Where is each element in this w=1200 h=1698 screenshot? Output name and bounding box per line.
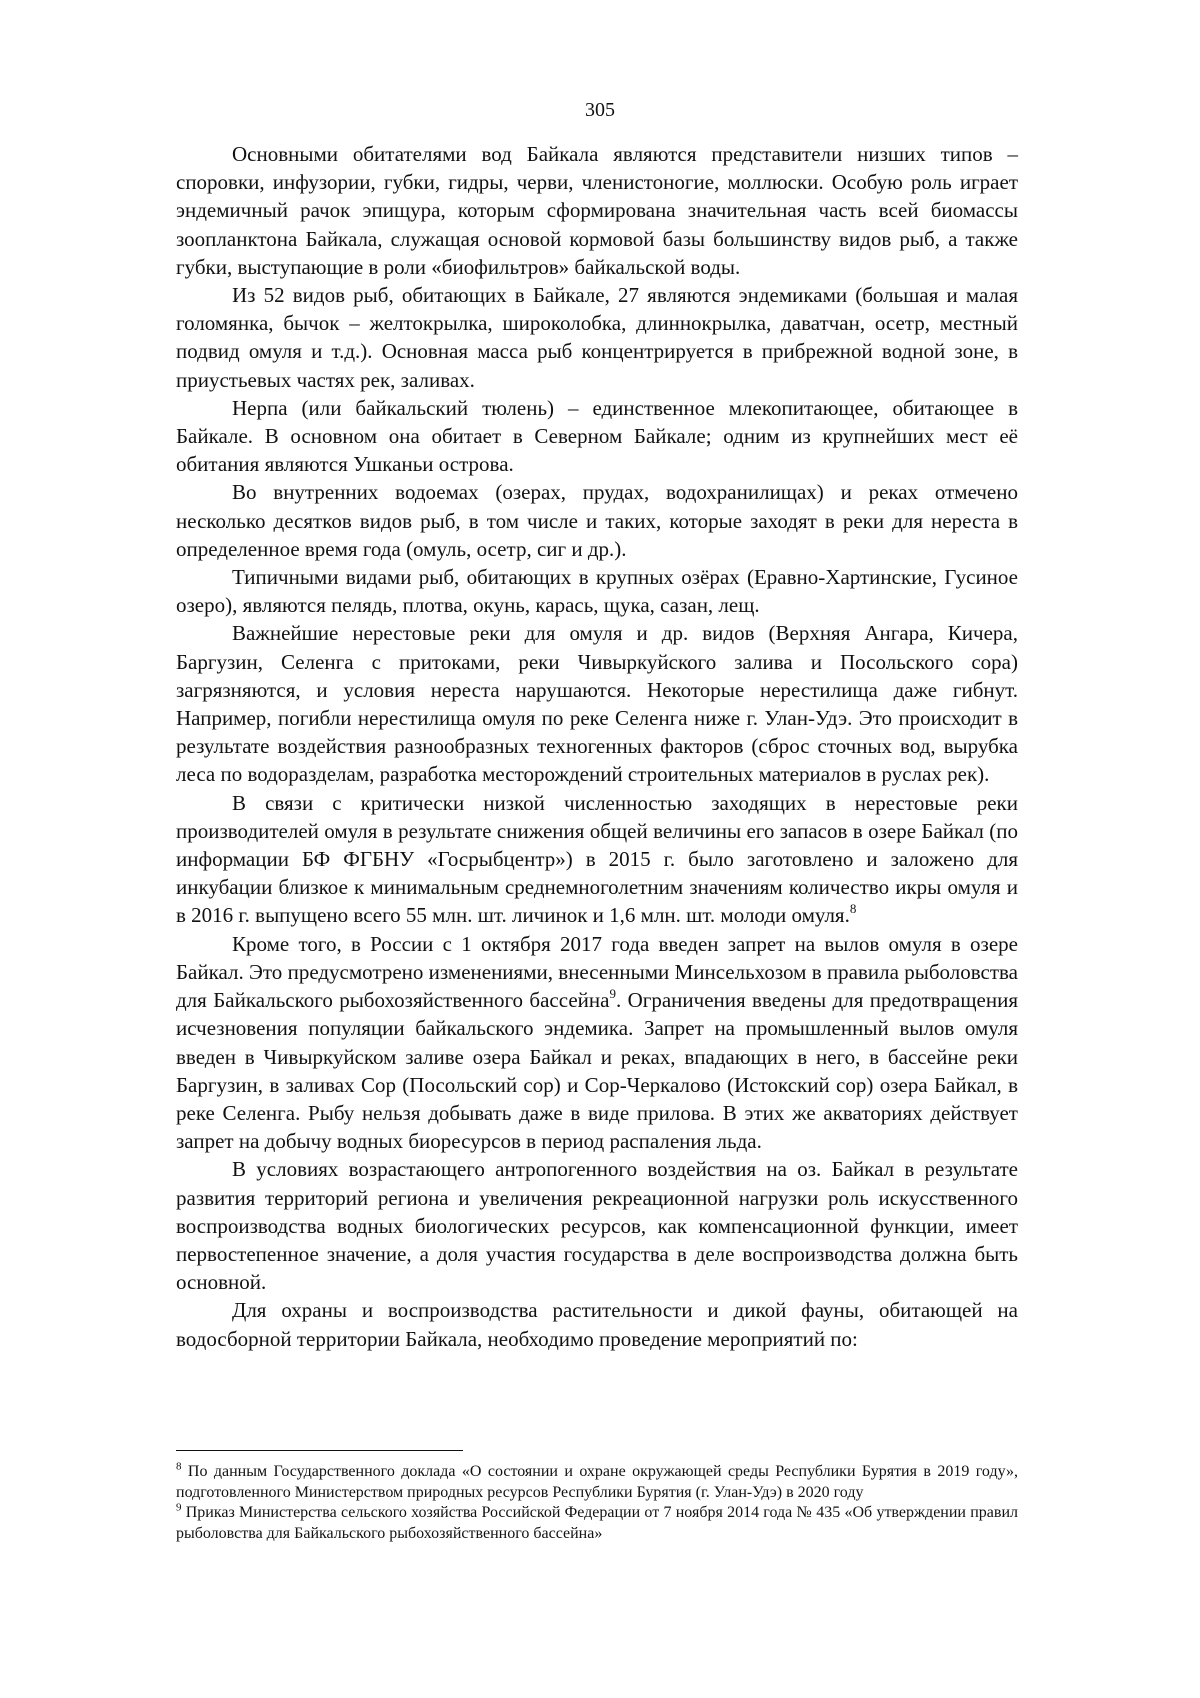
paragraph-nerpa: Нерпа (или байкальский тюлень) – единственное млекопитающее, обитающее в Байкале. В основном она обитает в Северном Байкале; одним из крупнейших мест её обитания являются Ушканьи острова. bbox=[176, 395, 1018, 477]
paragraph-spawning-rivers: Важнейшие нерестовые реки для омуля и др. видов (Верхняя Ангара, Кичера, Баргузин, Селенга с притоками, реки Чивыркуйского залива и Посольского сора) загрязняются, и условия нереста нарушаются. Некоторые нерестилища даже гибнут. Например, погибли нерестилища омуля по реке Селенга ниже г. Улан-Удэ. Это происходит в результате воздействия разнообразных техногенных факторов (сброс сточных вод, вырубка леса по водоразделам, разработка месторождений строительных материалов в руслах рек). bbox=[176, 621, 1018, 787]
paragraph-inland-waters: Во внутренних водоемах (озерах, прудах, водохранилищах) и реках отмечено несколько десятков видов рыб, в том числе и таких, которые заходят в реки для нереста в определенное время года (омуль, осетр, сиг и др.). bbox=[176, 480, 1018, 561]
footnote-number: 8 bbox=[176, 1460, 182, 1473]
paragraph-anthropogenic-impact: В условиях возрастающего антропогенного воздействия на оз. Байкал в результате развития территорий региона и увеличения рекреационной нагрузки роль искусственного воспроизводства водных биологических ресурсов, как компенсационной функции, имеет первостепенное значение, а доля участия государства в деле воспроизводства должна быть основной. bbox=[176, 1157, 1018, 1295]
paragraph-lake-fish: Типичными видами рыб, обитающих в крупных озёрах (Еравно-Хартинские, Гусиное озеро), являются пелядь, плотва, окунь, карась, щука, сазан, лещ. bbox=[176, 565, 1018, 618]
paragraph-fish-species: Из 52 видов рыб, обитающих в Байкале, 27 являются эндемиками (большая и малая голомянка, бычок – желтокрылка, широколобка, длиннокрылка, даватчан, осетр, местный подвид омуля и т.д.). Основная масса рыб концентрируется в прибрежной водной зоне, в приустьевых частях рек, заливах. bbox=[176, 283, 1018, 392]
page-number: 305 bbox=[585, 99, 615, 121]
paragraph-fishing-ban-text-start: Кроме того, в России с 1 октября 2017 года введен запрет на вылов омуля в озере Байкал. Это предусмотрено изменениями, внесенными Минсельхозом в правила рыболовства для Байкальского рыбохозяйственного бассейна bbox=[176, 931, 1018, 1013]
footnote-number: 9 bbox=[176, 1501, 182, 1514]
paragraph-fishing-ban-text-end: . Ограничения введены для предотвращения исчезновения популяции байкальского эндемика. Запрет на промышленный вылов омуля введен в Чивыркуйском заливе озера Байкал и реках, впадающих в него, в бассейне реки Баргузин, в заливах Сор (Посольский сор) и Сор-Черкалово (Истокский сор) озера Байкал, в реке Селенга. Рыбу нельзя добывать даже в виде прилова. В этих же акваториях действует запрет на добычу водных биоресурсов в период распаления льда. bbox=[176, 988, 1018, 1154]
paragraph-omul-reproduction bbox=[176, 789, 1018, 930]
footnote-text: Приказ Министерства сельского хозяйства Российской Федерации от 7 ноября 2014 года № 435 «Об утверждении правил рыболовства для Байкальского рыбохозяйственного бассейна» bbox=[176, 1504, 1018, 1542]
footnote-ref-8: 8 bbox=[849, 901, 857, 917]
paragraph-fishing-ban bbox=[176, 930, 1018, 1156]
footnotes bbox=[176, 1462, 1018, 1544]
footnote-divider bbox=[176, 1450, 463, 1451]
footnote-ref-9: 9 bbox=[609, 986, 616, 1002]
paragraph-omul-reproduction-text: В связи с критически низкой численностью заходящих в нерестовые реки производителей омуля в результате снижения общей величины его запасов в озере Байкал (по информации БФ ФГБНУ «Госрыбцентр») в 2015 г. было заготовлено и заложено для инкубации близкое к минимальным среднемноголетним значениям количество икры омуля и в 2016 г. выпущено всего 55 млн. шт. личинок и 1,6 млн. шт. молоди омуля. bbox=[176, 790, 1018, 928]
body-text bbox=[176, 140, 1018, 1353]
footnote-8 bbox=[176, 1462, 1018, 1503]
paragraph-protection-measures: Для охраны и воспроизводства растительности и дикой фауны, обитающей на водосборной территории Байкала, необходимо проведение мероприятий по: bbox=[176, 1298, 1018, 1351]
footnote-text: По данным Государственного доклада «О состоянии и охране окружающей среды Республики Бурятия в 2019 году», подготовленного Министерством природных ресурсов Республики Бурятия (г. Улан-Удэ) в 2020 году bbox=[176, 1463, 1018, 1501]
footnote-9 bbox=[176, 1503, 1018, 1544]
paragraph-fauna-types: Основными обитателями вод Байкала являются представители низших типов – споровки, инфузории, губки, гидры, черви, членистоногие, моллюски. Особую роль играет эндемичный рачок эпищура, которым сформирована значительная часть всей биомассы зоопланктона Байкала, служащая основой кормовой базы большинству видов рыб, а также губки, выступающие в роли «биофильтров» байкальской воды. bbox=[176, 142, 1018, 279]
